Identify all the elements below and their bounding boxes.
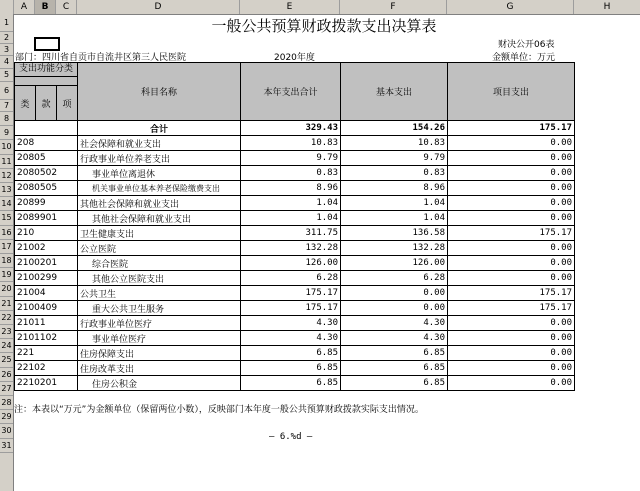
department-label: 部门：四川省自贡市自流井区第三人民医院	[15, 53, 187, 63]
lei-header: 类	[15, 86, 36, 121]
table-row	[15, 211, 575, 226]
total-row-project: 175.17	[448, 121, 575, 136]
item-project: 0.00	[448, 151, 575, 166]
item-project: 0.00	[448, 316, 575, 331]
item-name: 综合医院	[78, 256, 241, 271]
row-header[interactable]: 19	[0, 268, 13, 282]
item-basic: 6.85	[341, 361, 448, 376]
item-project: 175.17	[448, 301, 575, 316]
table-row	[15, 151, 575, 166]
xiang-header: 项	[57, 86, 78, 121]
item-total: 311.75	[241, 226, 341, 241]
kuan-header: 款	[36, 86, 57, 121]
item-project: 0.00	[448, 271, 575, 286]
item-total: 9.79	[241, 151, 341, 166]
unit-label: 金额单位：万元	[492, 53, 556, 63]
item-project: 0.00	[448, 196, 575, 211]
item-name: 社会保障和就业支出	[78, 136, 241, 151]
item-basic: 132.28	[341, 241, 448, 256]
item-basic: 6.28	[341, 271, 448, 286]
item-name: 卫生健康支出	[78, 226, 241, 241]
row-header[interactable]: 25	[0, 353, 13, 367]
row-header[interactable]: 13	[0, 183, 13, 197]
item-code: 221	[15, 346, 78, 361]
item-total: 6.85	[241, 376, 341, 391]
item-total: 132.28	[241, 241, 341, 256]
table-row	[15, 136, 575, 151]
item-total: 6.28	[241, 271, 341, 286]
item-basic: 6.85	[341, 346, 448, 361]
item-total: 10.83	[241, 136, 341, 151]
item-total: 8.96	[241, 181, 341, 196]
item-name: 其他社会保障和就业支出	[78, 211, 241, 226]
item-name: 其他公立医院支出	[78, 271, 241, 286]
item-basic: 8.96	[341, 181, 448, 196]
item-code: 20805	[15, 151, 78, 166]
select-all-corner[interactable]	[0, 0, 14, 14]
item-code: 2080505	[15, 181, 78, 196]
active-cell-cursor[interactable]	[34, 37, 60, 51]
row-header[interactable]: 11	[0, 155, 13, 169]
item-name: 事业单位离退休	[78, 166, 241, 181]
item-basic: 136.58	[341, 226, 448, 241]
item-code: 2210201	[15, 376, 78, 391]
table-row	[15, 196, 575, 211]
row-header[interactable]: 5	[0, 69, 13, 82]
item-basic: 0.83	[341, 166, 448, 181]
item-code: 208	[15, 136, 78, 151]
item-basic: 4.30	[341, 316, 448, 331]
table-row	[15, 256, 575, 271]
item-name: 住房保障支出	[78, 346, 241, 361]
item-name: 行政事业单位医疗	[78, 316, 241, 331]
item-project: 0.00	[448, 211, 575, 226]
item-project: 0.00	[448, 181, 575, 196]
item-code: 22102	[15, 361, 78, 376]
table-row	[15, 316, 575, 331]
item-total: 6.85	[241, 346, 341, 361]
column-header-c[interactable]: C	[56, 0, 77, 14]
total-header: 本年支出合计	[241, 63, 341, 121]
row-header[interactable]: 10	[0, 140, 13, 154]
item-basic: 6.85	[341, 376, 448, 391]
item-basic: 0.00	[341, 301, 448, 316]
item-code: 21004	[15, 286, 78, 301]
row-header[interactable]: 9	[0, 126, 13, 140]
row-header[interactable]: 31	[0, 439, 13, 453]
table-row	[15, 301, 575, 316]
item-total: 175.17	[241, 301, 341, 316]
item-total: 1.04	[241, 211, 341, 226]
item-code: 2080502	[15, 166, 78, 181]
item-code: 210	[15, 226, 78, 241]
func-class-header: 支出功能分类	[15, 63, 78, 77]
table-row	[15, 166, 575, 181]
row-header[interactable]: 17	[0, 240, 13, 254]
row-header[interactable]: 30	[0, 424, 13, 438]
row-header[interactable]: 3	[0, 44, 13, 56]
row-header[interactable]: 28	[0, 396, 13, 410]
row-header[interactable]: 1	[0, 14, 13, 32]
row-header[interactable]: 20	[0, 282, 13, 296]
column-header-b[interactable]: B	[35, 0, 56, 14]
row-header[interactable]: 2	[0, 32, 13, 44]
item-basic: 9.79	[341, 151, 448, 166]
item-code: 21011	[15, 316, 78, 331]
item-code: 2100201	[15, 256, 78, 271]
row-header[interactable]: 29	[0, 410, 13, 424]
item-code: 21002	[15, 241, 78, 256]
basic-header: 基本支出	[341, 63, 448, 121]
item-total: 4.30	[241, 316, 341, 331]
project-header: 项目支出	[448, 63, 575, 121]
row-header[interactable]: 15	[0, 211, 13, 225]
item-total: 126.00	[241, 256, 341, 271]
item-name: 其他社会保障和就业支出	[78, 196, 241, 211]
year-label: 2020年度	[274, 53, 315, 63]
row-header[interactable]: 12	[0, 169, 13, 183]
row-header[interactable]: 8	[0, 112, 13, 126]
table-row	[15, 331, 575, 346]
item-code: 2100409	[15, 301, 78, 316]
table-row	[15, 376, 575, 391]
row-header[interactable]: 4	[0, 56, 13, 69]
item-name: 重大公共卫生服务	[78, 301, 241, 316]
item-name: 公共卫生	[78, 286, 241, 301]
subject-header: 科目名称	[78, 63, 241, 121]
item-project: 175.17	[448, 286, 575, 301]
spreadsheet-grid[interactable]	[14, 15, 640, 491]
row-header[interactable]: 7	[0, 100, 13, 112]
item-project: 0.00	[448, 166, 575, 181]
row-header[interactable]: 27	[0, 382, 13, 396]
item-project: 175.17	[448, 226, 575, 241]
column-header-h[interactable]: H	[574, 0, 640, 14]
page-footer: — 6.%d —	[269, 432, 313, 442]
row-header[interactable]: 16	[0, 226, 13, 240]
column-header-d[interactable]: D	[77, 0, 240, 14]
item-code: 2089901	[15, 211, 78, 226]
table-row	[15, 271, 575, 286]
row-header[interactable]: 21	[0, 297, 13, 311]
table-row	[15, 226, 575, 241]
column-header-a[interactable]: A	[14, 0, 35, 14]
expenditure-table	[14, 62, 575, 391]
item-name: 机关事业单位基本养老保险缴费支出	[78, 181, 241, 196]
item-total: 6.85	[241, 361, 341, 376]
row-header[interactable]: 24	[0, 339, 13, 353]
column-header-g[interactable]: G	[447, 0, 574, 14]
item-name: 公立医院	[78, 241, 241, 256]
item-name: 住房公积金	[78, 376, 241, 391]
table-note: 注：本表以“万元”为金额单位（保留两位小数），反映部门本年度一般公共预算财政拨款实际支出情况。	[14, 405, 424, 415]
item-total: 0.83	[241, 166, 341, 181]
row-header[interactable]: 23	[0, 325, 13, 339]
table-row	[15, 286, 575, 301]
item-project: 0.00	[448, 256, 575, 271]
row-header[interactable]: 6	[0, 82, 13, 100]
item-basic: 4.30	[341, 331, 448, 346]
column-header-e[interactable]: E	[240, 0, 340, 14]
item-code: 2100299	[15, 271, 78, 286]
item-name: 事业单位医疗	[78, 331, 241, 346]
item-total: 1.04	[241, 196, 341, 211]
table-row	[15, 361, 575, 376]
item-project: 0.00	[448, 346, 575, 361]
sheet-title: 一般公共预算财政拨款支出决算表	[211, 17, 437, 35]
row-header[interactable]: 14	[0, 197, 13, 211]
item-basic: 1.04	[341, 196, 448, 211]
item-total: 175.17	[241, 286, 341, 301]
total-row-basic: 154.26	[341, 121, 448, 136]
total-row-label: 合计	[78, 121, 241, 136]
table-row	[15, 181, 575, 196]
row-header[interactable]: 18	[0, 254, 13, 268]
item-basic: 10.83	[341, 136, 448, 151]
item-basic: 0.00	[341, 286, 448, 301]
item-total: 4.30	[241, 331, 341, 346]
table-row	[15, 346, 575, 361]
row-header[interactable]: 26	[0, 368, 13, 382]
row-header[interactable]: 22	[0, 311, 13, 325]
item-project: 0.00	[448, 376, 575, 391]
table-row	[15, 241, 575, 256]
row-header-bar	[0, 14, 14, 491]
total-row-total: 329.43	[241, 121, 341, 136]
item-project: 0.00	[448, 361, 575, 376]
column-header-bar	[0, 0, 640, 15]
item-project: 0.00	[448, 331, 575, 346]
item-name: 行政事业单位养老支出	[78, 151, 241, 166]
item-basic: 1.04	[341, 211, 448, 226]
item-project: 0.00	[448, 241, 575, 256]
item-project: 0.00	[448, 136, 575, 151]
item-basic: 126.00	[341, 256, 448, 271]
column-header-f[interactable]: F	[340, 0, 447, 14]
item-code: 2101102	[15, 331, 78, 346]
item-code: 20899	[15, 196, 78, 211]
form-code: 财决公开06表	[498, 40, 555, 50]
item-name: 住房改革支出	[78, 361, 241, 376]
